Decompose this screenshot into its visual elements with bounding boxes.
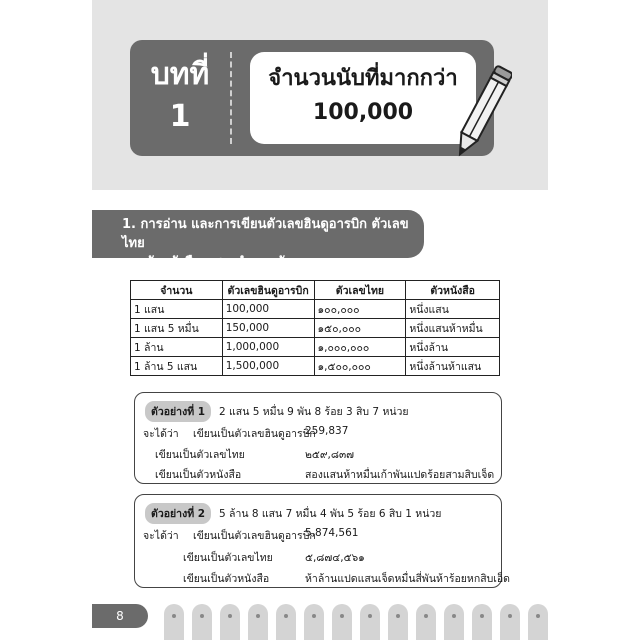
example-tag: ตัวอย่างที่ 2: [145, 503, 211, 524]
chapter-title-number: 100,000: [312, 100, 414, 125]
chapter-header: [130, 40, 494, 156]
pencil-icon: [452, 60, 512, 170]
fence-picket: [248, 604, 268, 640]
words-value: สองแสนห้าหมื่นเก้าพันแปดร้อยสามสิบเจ็ด: [305, 469, 495, 481]
column-header: ตัวเลขฮินดูอารบิก: [222, 281, 314, 300]
fence-picket: [528, 604, 548, 640]
table-header-row: [131, 281, 500, 300]
example-box-1: [134, 392, 502, 484]
arabic-label: เขียนเป็นตัวเลขฮินดูอารบิก: [193, 530, 316, 542]
arabic-value: 259,837: [305, 425, 349, 437]
thai-value: ๒๕๙,๘๓๗: [305, 449, 355, 461]
chapter-divider: [230, 52, 232, 144]
table-cell: 1 ล้าน: [131, 338, 223, 357]
page-number: 8: [92, 604, 148, 628]
fence-picket: [332, 604, 352, 640]
table-cell: 1 ล้าน 5 แสน: [131, 357, 223, 376]
chapter-number: 1: [169, 99, 191, 134]
example-box-2: [134, 494, 511, 588]
chapter-label-word: บทที่: [150, 57, 210, 92]
section-heading-line2: และตัวหนังสือ แสดงจำนวนนับ: [122, 255, 294, 270]
fence-picket: [164, 604, 184, 640]
table-cell: หนึ่งล้านห้าแสน: [406, 357, 500, 376]
table-row: [131, 319, 500, 338]
fence-picket: [276, 604, 296, 640]
thai-value: ๕,๘๗๔,๕๖๑: [305, 552, 365, 564]
fence-picket: [472, 604, 492, 640]
example-statement: 2 แสน 5 หมื่น 9 พัน 8 ร้อย 3 สิบ 7 หน่วย: [219, 406, 409, 418]
table-row: [131, 357, 500, 376]
fence-picket: [220, 604, 240, 640]
table-cell: 100,000: [222, 300, 314, 319]
section-heading-line1: 1. การอ่าน และการเขียนตัวเลขฮินดูอารบิก ตัวเลขไทย: [122, 217, 409, 251]
thai-label: เขียนเป็นตัวเลขไทย: [183, 552, 273, 564]
table-cell: ๑๐๐,๐๐๐: [314, 300, 406, 319]
fence-picket: [444, 604, 464, 640]
fence-picket: [500, 604, 520, 640]
workbook-page: [92, 0, 548, 640]
table-cell: ๑,๐๐๐,๐๐๐: [314, 338, 406, 357]
table-cell: 1,000,000: [222, 338, 314, 357]
fence-picket: [360, 604, 380, 640]
table-row: [131, 338, 500, 357]
example-statement: 5 ล้าน 8 แสน 7 หมื่น 4 พัน 5 ร้อย 6 สิบ 1 หน่วย: [219, 508, 442, 520]
table-row: [131, 300, 500, 319]
example-lead: จะได้ว่า: [143, 530, 179, 542]
column-header: ตัวหนังสือ: [406, 281, 500, 300]
column-header: จำนวน: [131, 281, 223, 300]
chapter-title: จำนวนนับที่มากกว่า: [268, 66, 458, 91]
table-cell: 1,500,000: [222, 357, 314, 376]
chapter-title-card: [250, 52, 476, 144]
table-cell: 150,000: [222, 319, 314, 338]
table-cell: 1 แสน 5 หมื่น: [131, 319, 223, 338]
table-cell: หนึ่งแสน: [406, 300, 500, 319]
fence-picket: [304, 604, 324, 640]
number-table: [130, 280, 500, 376]
words-value: ห้าล้านแปดแสนเจ็ดหมื่นสี่พันห้าร้อยหกสิบเอ็ด: [305, 573, 511, 585]
chapter-label: [130, 54, 230, 138]
table-cell: หนึ่งล้าน: [406, 338, 500, 357]
table-cell: หนึ่งแสนห้าหมื่น: [406, 319, 500, 338]
words-label: เขียนเป็นตัวหนังสือ: [155, 469, 242, 481]
column-header: ตัวเลขไทย: [314, 281, 406, 300]
fence-picket: [388, 604, 408, 640]
fence-picket: [192, 604, 212, 640]
example-tag: ตัวอย่างที่ 1: [145, 401, 211, 422]
table-cell: 1 แสน: [131, 300, 223, 319]
example-lead: จะได้ว่า: [143, 428, 179, 440]
arabic-label: เขียนเป็นตัวเลขฮินดูอารบิก: [193, 428, 316, 440]
words-label: เขียนเป็นตัวหนังสือ: [183, 573, 270, 585]
thai-label: เขียนเป็นตัวเลขไทย: [155, 449, 245, 461]
arabic-value: 5,874,561: [305, 527, 359, 539]
fence-picket: [416, 604, 436, 640]
section-heading: [92, 210, 424, 270]
table-cell: ๑,๕๐๐,๐๐๐: [314, 357, 406, 376]
table-cell: ๑๕๐,๐๐๐: [314, 319, 406, 338]
